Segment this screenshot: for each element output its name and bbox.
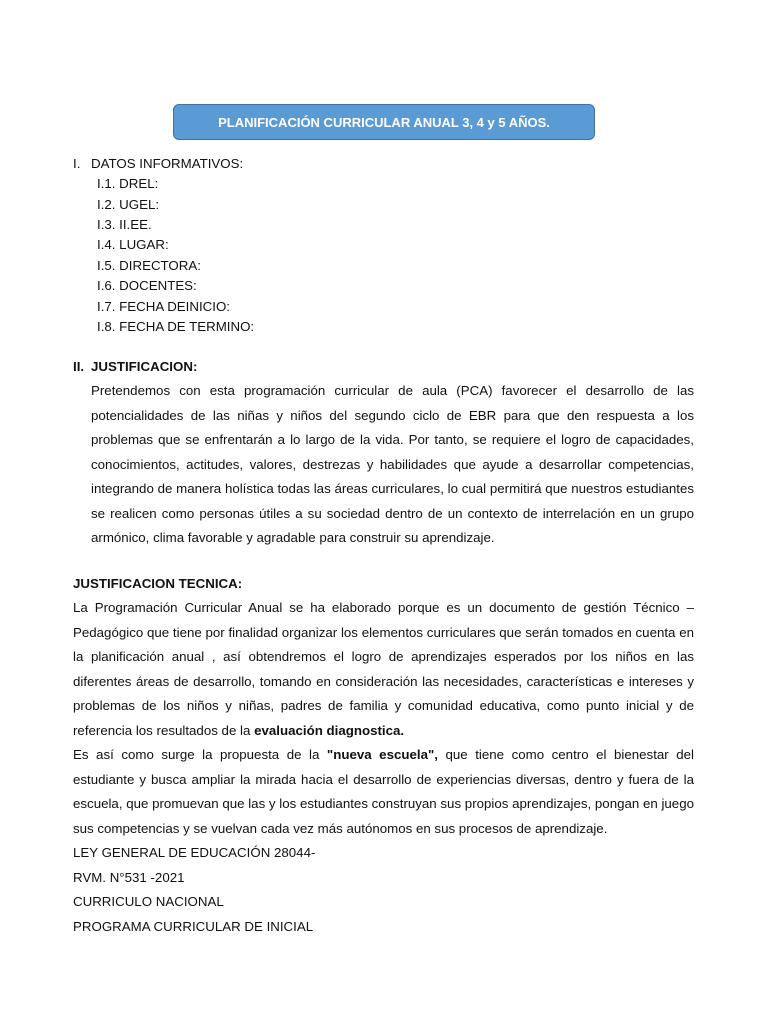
document-title-box <box>173 104 595 140</box>
justificacion-tecnica-body <box>73 596 694 939</box>
tecnica-p2-before: Es así como surge la propuesta de la <box>73 747 327 762</box>
info-item-fecha-inicio: I.7. FECHA DEINICIO: <box>97 299 230 314</box>
section-2-heading: JUSTIFICACION: <box>91 359 198 374</box>
tecnica-p1-text: La Programación Curricular Anual se ha elaborado porque es un documento de gestión Técnico – Pedagógico que tiene por finalidad organizar los elementos curriculares que serán tomados en cuenta en la planificación anual , así obtendremos el logro de aprendizajes esperados por los niños en las diferentes áreas de desarrollo, tomando en consideración las necesidades, características e intereses y problemas de los niños y niñas, padres de familia y comunidad educativa, como punto inicial y de referencia los resultados de la <box>73 600 694 738</box>
section-1-heading: DATOS INFORMATIVOS: <box>91 156 244 171</box>
info-item-drel: I.1. DREL: <box>97 176 159 191</box>
info-item-directora: I.5. DIRECTORA: <box>97 258 201 273</box>
justificacion-paragraph <box>91 379 694 551</box>
section-1-number: I. <box>73 156 81 171</box>
justificacion-text: Pretendemos con esta programación curricular de aula (PCA) favorecer el desarrollo de las potencialidades de las niñas y niños del segundo ciclo de EBR para que den respuesta a los problemas que se enfrentarán a lo largo de la vida. Por tanto, se requiere el logro de capacidades, conocimientos, actitudes, valores, destrezas y habilidades que ayude a desarrollar competencias, integrando de manera holística todas las áreas curriculares, lo cual permitirá que nuestros estudiantes se realicen como personas útiles a su sociedad dentro de un contexto de interrelación en un grupo armónico, clima favorable y agradable para construir su aprendizaje. <box>91 383 694 545</box>
reference-programa: PROGRAMA CURRICULAR DE INICIAL <box>73 918 314 934</box>
info-item-ugel: I.2. UGEL: <box>97 197 160 212</box>
tecnica-paragraph-1 <box>73 596 694 743</box>
info-item-lugar: I.4. LUGAR: <box>97 237 169 252</box>
reference-rvm: RVM. N°531 -2021 <box>73 869 185 885</box>
info-item-docentes: I.6. DOCENTES: <box>97 278 197 293</box>
justificacion-tecnica-heading: JUSTIFICACION TECNICA: <box>73 576 243 591</box>
tecnica-p1-bold: evaluación diagnostica. <box>254 722 405 738</box>
tecnica-p2-after: que tiene como centro el bienestar del estudiante y busca ampliar la mirada hacia el desarrollo de experiencias diversas, dentro y fuera de la escuela, que promuevan que las y los estudiantes construyan sus propios aprendizajes, pongan en juego sus competencias y se vuelvan cada vez más autónomos en sus procesos de aprendizaje. <box>73 747 694 836</box>
info-item-iiee: I.3. II.EE. <box>97 217 152 232</box>
reference-ley: LEY GENERAL DE EDUCACIÓN 28044- <box>73 845 316 860</box>
reference-curriculo: CURRICULO NACIONAL <box>73 894 224 909</box>
section-2-number: II. <box>73 359 85 374</box>
info-item-fecha-termino: I.8. FECHA DE TERMINO: <box>97 319 255 334</box>
document-title: PLANIFICACIÓN CURRICULAR ANUAL 3, 4 y 5 AÑOS. <box>218 114 550 130</box>
tecnica-paragraph-2 <box>73 743 694 841</box>
tecnica-p2-bold: "nueva escuela", <box>326 747 438 762</box>
